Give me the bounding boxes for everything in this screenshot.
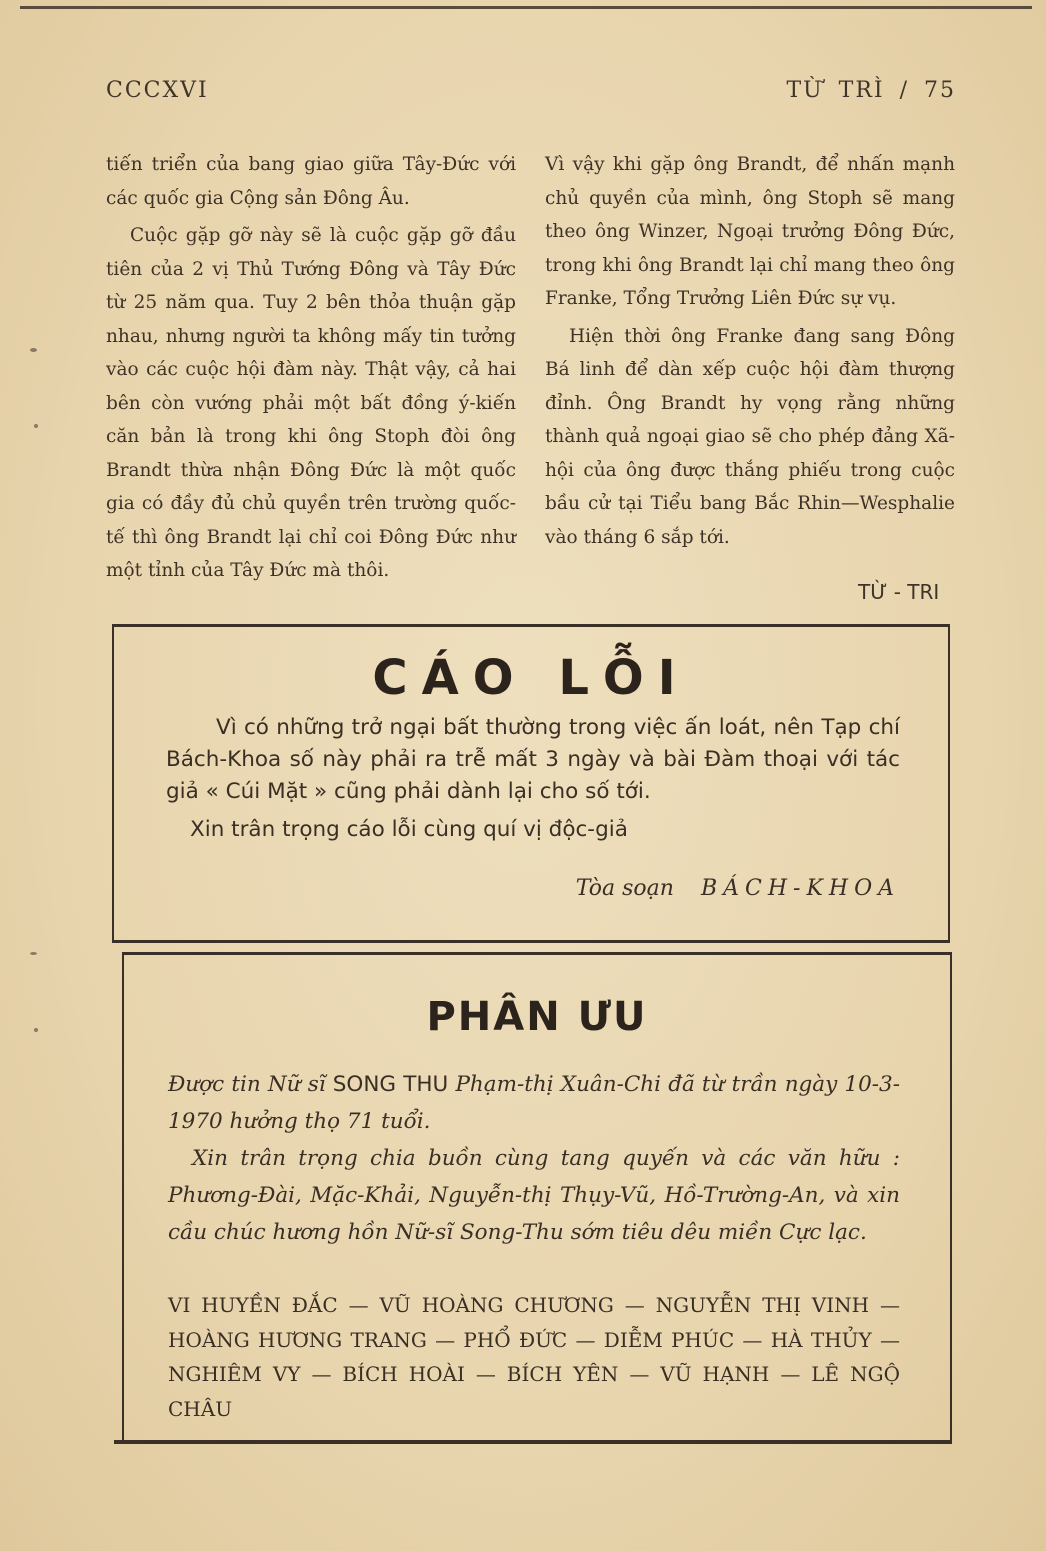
- condolence-intro: Được tin Nữ sĩ: [168, 1072, 333, 1097]
- paper-speck: [30, 952, 37, 955]
- apology-notice-body: [166, 712, 900, 846]
- article-signature: TỪ - TRI: [858, 580, 940, 604]
- article-right-column: [545, 148, 955, 558]
- deceased-name: SONG THU: [332, 1072, 449, 1097]
- top-rule: [20, 6, 1032, 9]
- page-header-author-number: TỪ TRÌ / 75: [786, 78, 956, 103]
- notice-box-border: [112, 940, 950, 943]
- condolence-body: [168, 1066, 900, 1251]
- condolence-details: Phạm-thị Xuân-Chi đã từ trần ngày 10-3-1970 hưởng thọ 71 tuổi.: [168, 1072, 900, 1134]
- magazine-brand: BÁCH-KHOA: [700, 876, 900, 901]
- page-section-label: CCCXVI: [106, 78, 209, 103]
- apology-notice-closing: Xin trân trọng cáo lỗi cùng quí vị độc-giả: [190, 817, 628, 842]
- article-paragraph: Hiện thời ông Franke đang sang Đông Bá linh để dàn xếp cuộc hội đàm thượng đỉnh. Ông Brandt hy vọng rằng những thành quả ngoại giao sẽ cho phép đảng Xã-hội của ông được thắng phiếu trong cuộc bầu cử tại Tiểu bang Bắc Rhin—Wesphalie vào tháng 6 sắp tới.: [545, 325, 955, 548]
- editorial-office-label: Tòa soạn: [575, 876, 674, 901]
- notice-box-border: [112, 624, 950, 627]
- article-paragraph: tiến triển của bang giao giữa Tây-Đức với các quốc gia Cộng sản Đông Âu.: [106, 154, 516, 209]
- condolence-title: PHÂN ƯU: [426, 994, 648, 1040]
- article-paragraph: Cuộc gặp gỡ này sẽ là cuộc gặp gỡ đầu tiên của 2 vị Thủ Tướng Đông và Tây Đức từ 25 năm qua. Tuy 2 bên thỏa thuận gặp nhau, nhưng người ta không mấy tin tưởng vào các cuộc hội đàm này. Thật vậy, cả hai bên còn vướng phải một bất đồng ý-kiến căn bản là trong khi ông Stoph đòi ông Brandt thừa nhận Đông Đức là một quốc gia có đầy đủ chủ quyền trên trường quốc-tế thì ông Brandt lại chỉ coi Đông Đức như một tỉnh của Tây Đức mà thôi.: [106, 225, 516, 581]
- condolence-box-border: [114, 1440, 952, 1444]
- apology-notice-title: CÁO LỖI: [372, 650, 690, 706]
- paper-speck: [34, 1028, 38, 1032]
- apology-notice-signature: [576, 876, 900, 901]
- condolence-message: Xin trân trọng chia buồn cùng tang quyến và các văn hữu : Phương-Đài, Mặc-Khải, Nguyễn-thị Thụy-Vũ, Hồ-Trường-An, và xin cầu chúc hương hồn Nữ-sĩ Song-Thu sớm tiêu dêu miền Cực lạc.: [168, 1146, 900, 1245]
- condolence-box-border: [122, 952, 952, 955]
- article-left-column: [106, 148, 516, 592]
- apology-notice-text: Vì có những trở ngại bất thường trong việc ấn loát, nên Tạp chí Bách-Khoa số này phải ra trễ mất 3 ngày và bài Đàm thoại với tác giả « Cúi Mặt » cũng phải dành lại cho số tới.: [166, 715, 900, 804]
- condolence-announcement: [168, 1066, 900, 1140]
- paper-speck: [30, 348, 37, 352]
- condolence-signatories: VI HUYỀN ĐẮC — VŨ HOÀNG CHƯƠNG — NGUYỄN THỊ VINH — HOÀNG HƯƠNG TRANG — PHỔ ĐỨC — DIỄM PHÚC — HÀ THỦY — NGHIÊM VY — BÍCH HOÀI — BÍCH YÊN — VŨ HẠNH — LÊ NGỘ CHÂU: [168, 1293, 900, 1421]
- paper-speck: [34, 424, 38, 428]
- article-paragraph: Vì vậy khi gặp ông Brandt, để nhấn mạnh chủ quyền của mình, ông Stoph sẽ mang theo ông Winzer, Ngoại trưởng Đông Đức, trong khi ông Brandt lại chỉ mang theo ông Franke, Tổng Trưởng Liên Đức sự vụ.: [545, 154, 955, 309]
